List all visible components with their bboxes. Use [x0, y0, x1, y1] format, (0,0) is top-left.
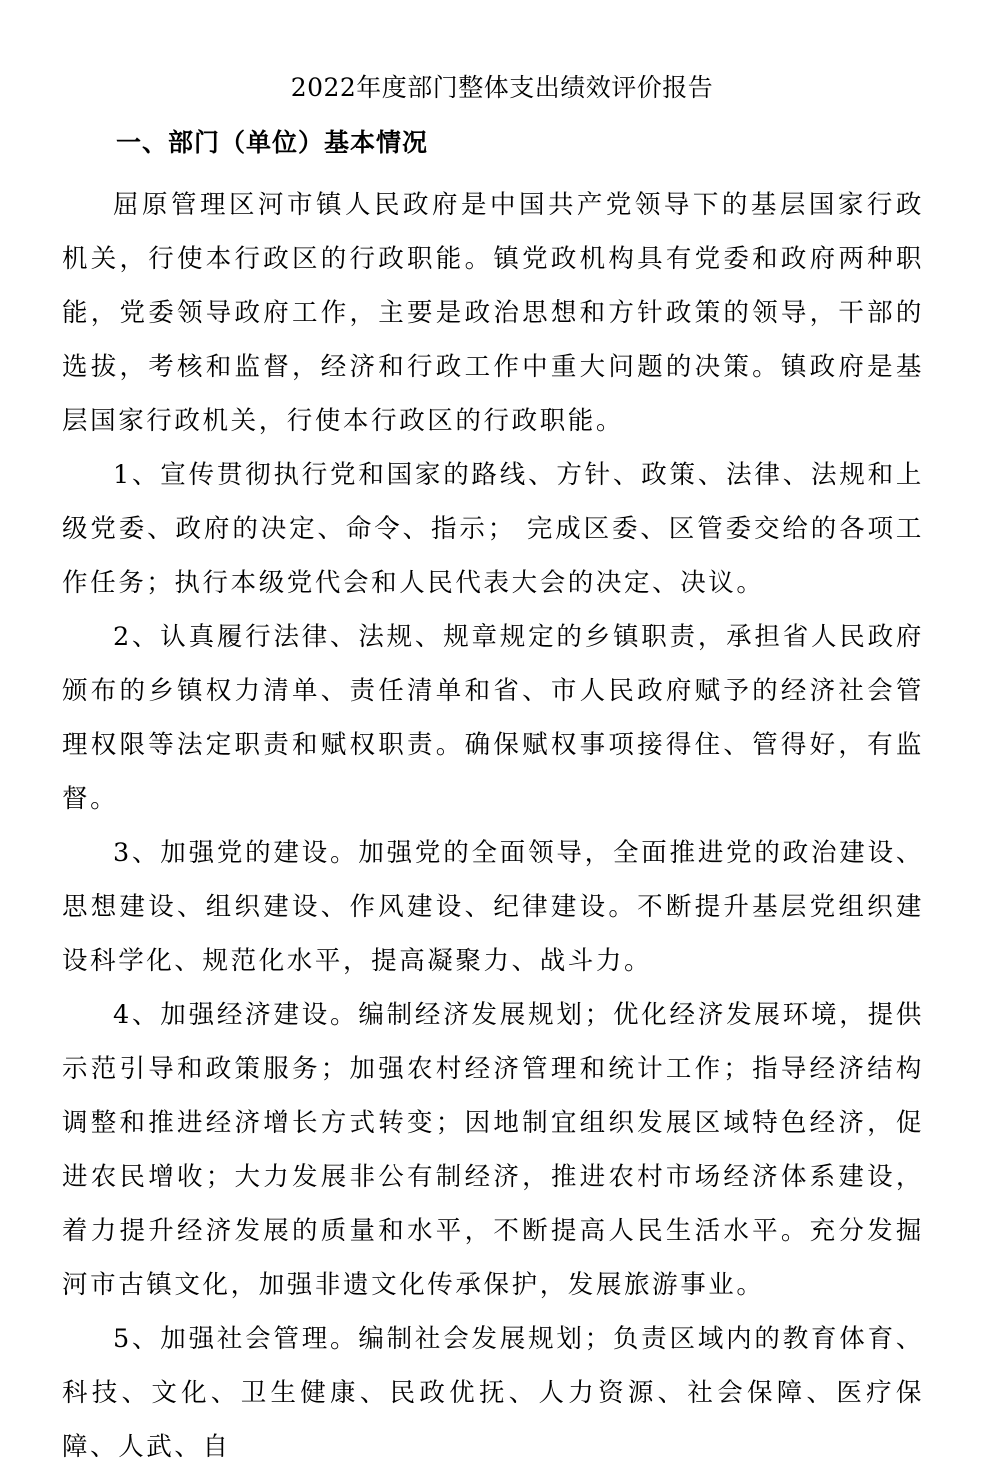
paragraph-item-3: 3、加强党的建设。加强党的全面领导，全面推进党的政治建设、思想建设、组织建设、作风建设、纪律建设。不断提升基层党组织建设科学化、规范化水平，提高凝聚力、战斗力。 — [62, 838, 924, 976]
paragraph-item-1: 1、宣传贯彻执行党和国家的路线、方针、政策、法律、法规和上级党委、政府的决定、命令、指示； 完成区委、区管委交给的各项工作任务；执行本级党代会和人民代表大会的决定、决议。 — [62, 460, 924, 598]
paragraph-item-4: 4、加强经济建设。编制经济发展规划；优化经济发展环境，提供示范引导和政策服务；加强农村经济管理和统计工作；指导经济结构调整和推进经济增长方式转变；因地制宜组织发展区域特色经济，促进农民增收；大力发展非公有制经济，推进农村市场经济体系建设，着力提升经济发展的质量和水平，不断提高人民生活水平。充分发掘河市古镇文化，加强非遗文化传承保护，发展旅游事业。 — [62, 1000, 924, 1300]
paragraph-intro: 屈原管理区河市镇人民政府是中国共产党领导下的基层国家行政机关，行使本行政区的行政职能。镇党政机构具有党委和政府两种职能，党委领导政府工作，主要是政治思想和方针政策的领导，干部的选拔，考核和监督，经济和行政工作中重大问题的决策。镇政府是基层国家行政机关，行使本行政区的行政职能。 — [62, 190, 924, 436]
paragraph-item-5: 5、加强社会管理。编制社会发展规划；负责区域内的教育体育、科技、文化、卫生健康、民政优抚、人力资源、社会保障、医疗保障、人武、自 — [62, 1324, 924, 1462]
document-title: 2022年度部门整体支出绩效评价报告 — [290, 73, 714, 102]
paragraph-item-2: 2、认真履行法律、法规、规章规定的乡镇职责，承担省人民政府颁布的乡镇权力清单、责任清单和省、市人民政府赋予的经济社会管理权限等法定职责和赋权职责。确保赋权事项接得住、管得好，有监督。 — [62, 622, 924, 814]
section-heading: 一、部门（单位）基本情况 — [116, 128, 429, 157]
